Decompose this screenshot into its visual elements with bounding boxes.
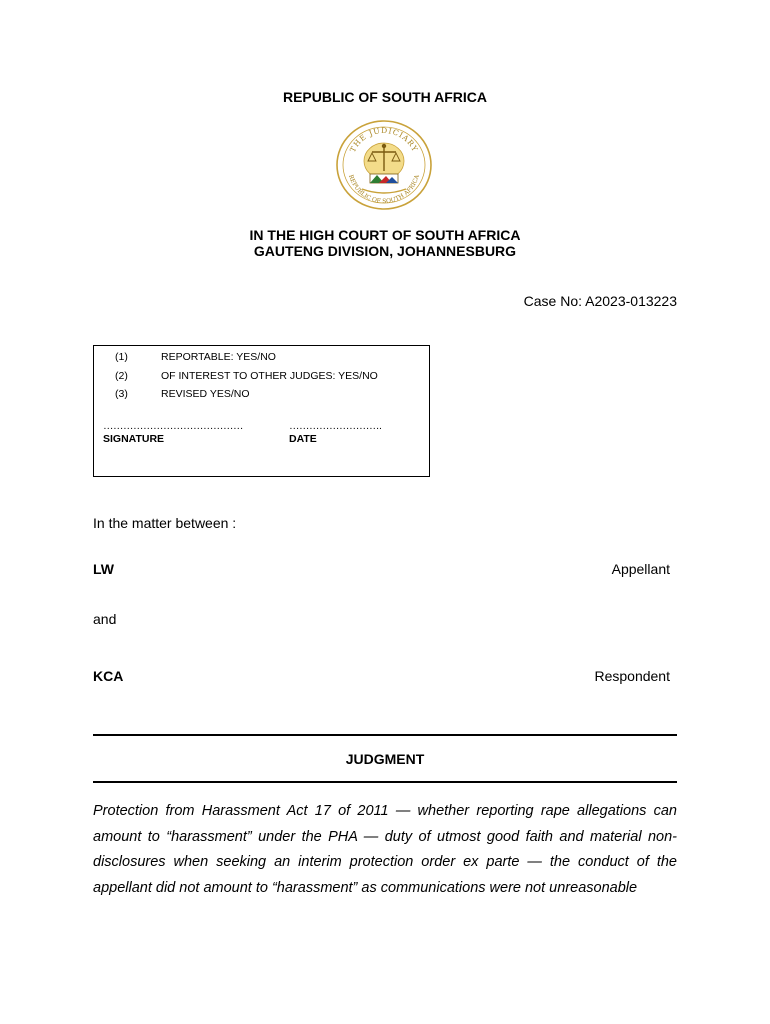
svg-text:THE JUDICIARY: THE JUDICIARY bbox=[348, 125, 420, 154]
judgment-summary: Protection from Harassment Act 17 of 2011 — whether reporting rape allegations can amount to “harassment” under the PHA — duty of utmost good faith and material non-disclosures when seeking an interim protection order ex parte — the conduct of the appellant did not amount to “harassment” as communications were not unreasonable bbox=[93, 803, 677, 896]
judgment-bottom-rule bbox=[93, 781, 677, 783]
respondent-role: Respondent bbox=[594, 668, 670, 684]
parties-connector: and bbox=[93, 611, 117, 627]
court-division: GAUTENG DIVISION, JOHANNESBURG bbox=[253, 243, 517, 259]
judiciary-seal bbox=[334, 119, 434, 211]
matter-intro: In the matter between : bbox=[93, 515, 237, 531]
signature-label: SIGNATURE bbox=[103, 433, 165, 445]
respondent-name: KCA bbox=[93, 668, 124, 684]
signature-line: …………………………………… bbox=[103, 420, 243, 432]
judgment-heading: JUDGMENT bbox=[345, 751, 425, 767]
interest-item-label: OF INTEREST TO OTHER JUDGES: YES/NO bbox=[161, 370, 378, 382]
date-label: DATE bbox=[289, 433, 317, 445]
reportable-item-number: (1) bbox=[115, 351, 128, 363]
appellant-role: Appellant bbox=[611, 561, 670, 577]
case-number: Case No: A2023-013223 bbox=[523, 293, 677, 309]
svg-text:REPUBLIC OF SOUTH AFRICA: REPUBLIC OF SOUTH AFRICA bbox=[347, 173, 421, 206]
reportable-item-label: REPORTABLE: YES/NO bbox=[161, 351, 276, 363]
revised-item-label: REVISED YES/NO bbox=[161, 388, 250, 400]
interest-item-number: (2) bbox=[115, 370, 128, 382]
date-line: ………………………. bbox=[289, 420, 382, 432]
revised-item-number: (3) bbox=[115, 388, 128, 400]
appellant-name: LW bbox=[93, 561, 114, 577]
court-name: IN THE HIGH COURT OF SOUTH AFRICA bbox=[249, 227, 521, 243]
judiciary-seal-icon bbox=[334, 119, 434, 211]
republic-heading: REPUBLIC OF SOUTH AFRICA bbox=[282, 89, 488, 105]
reportable-box bbox=[93, 345, 430, 477]
judgment-top-rule bbox=[93, 734, 677, 736]
